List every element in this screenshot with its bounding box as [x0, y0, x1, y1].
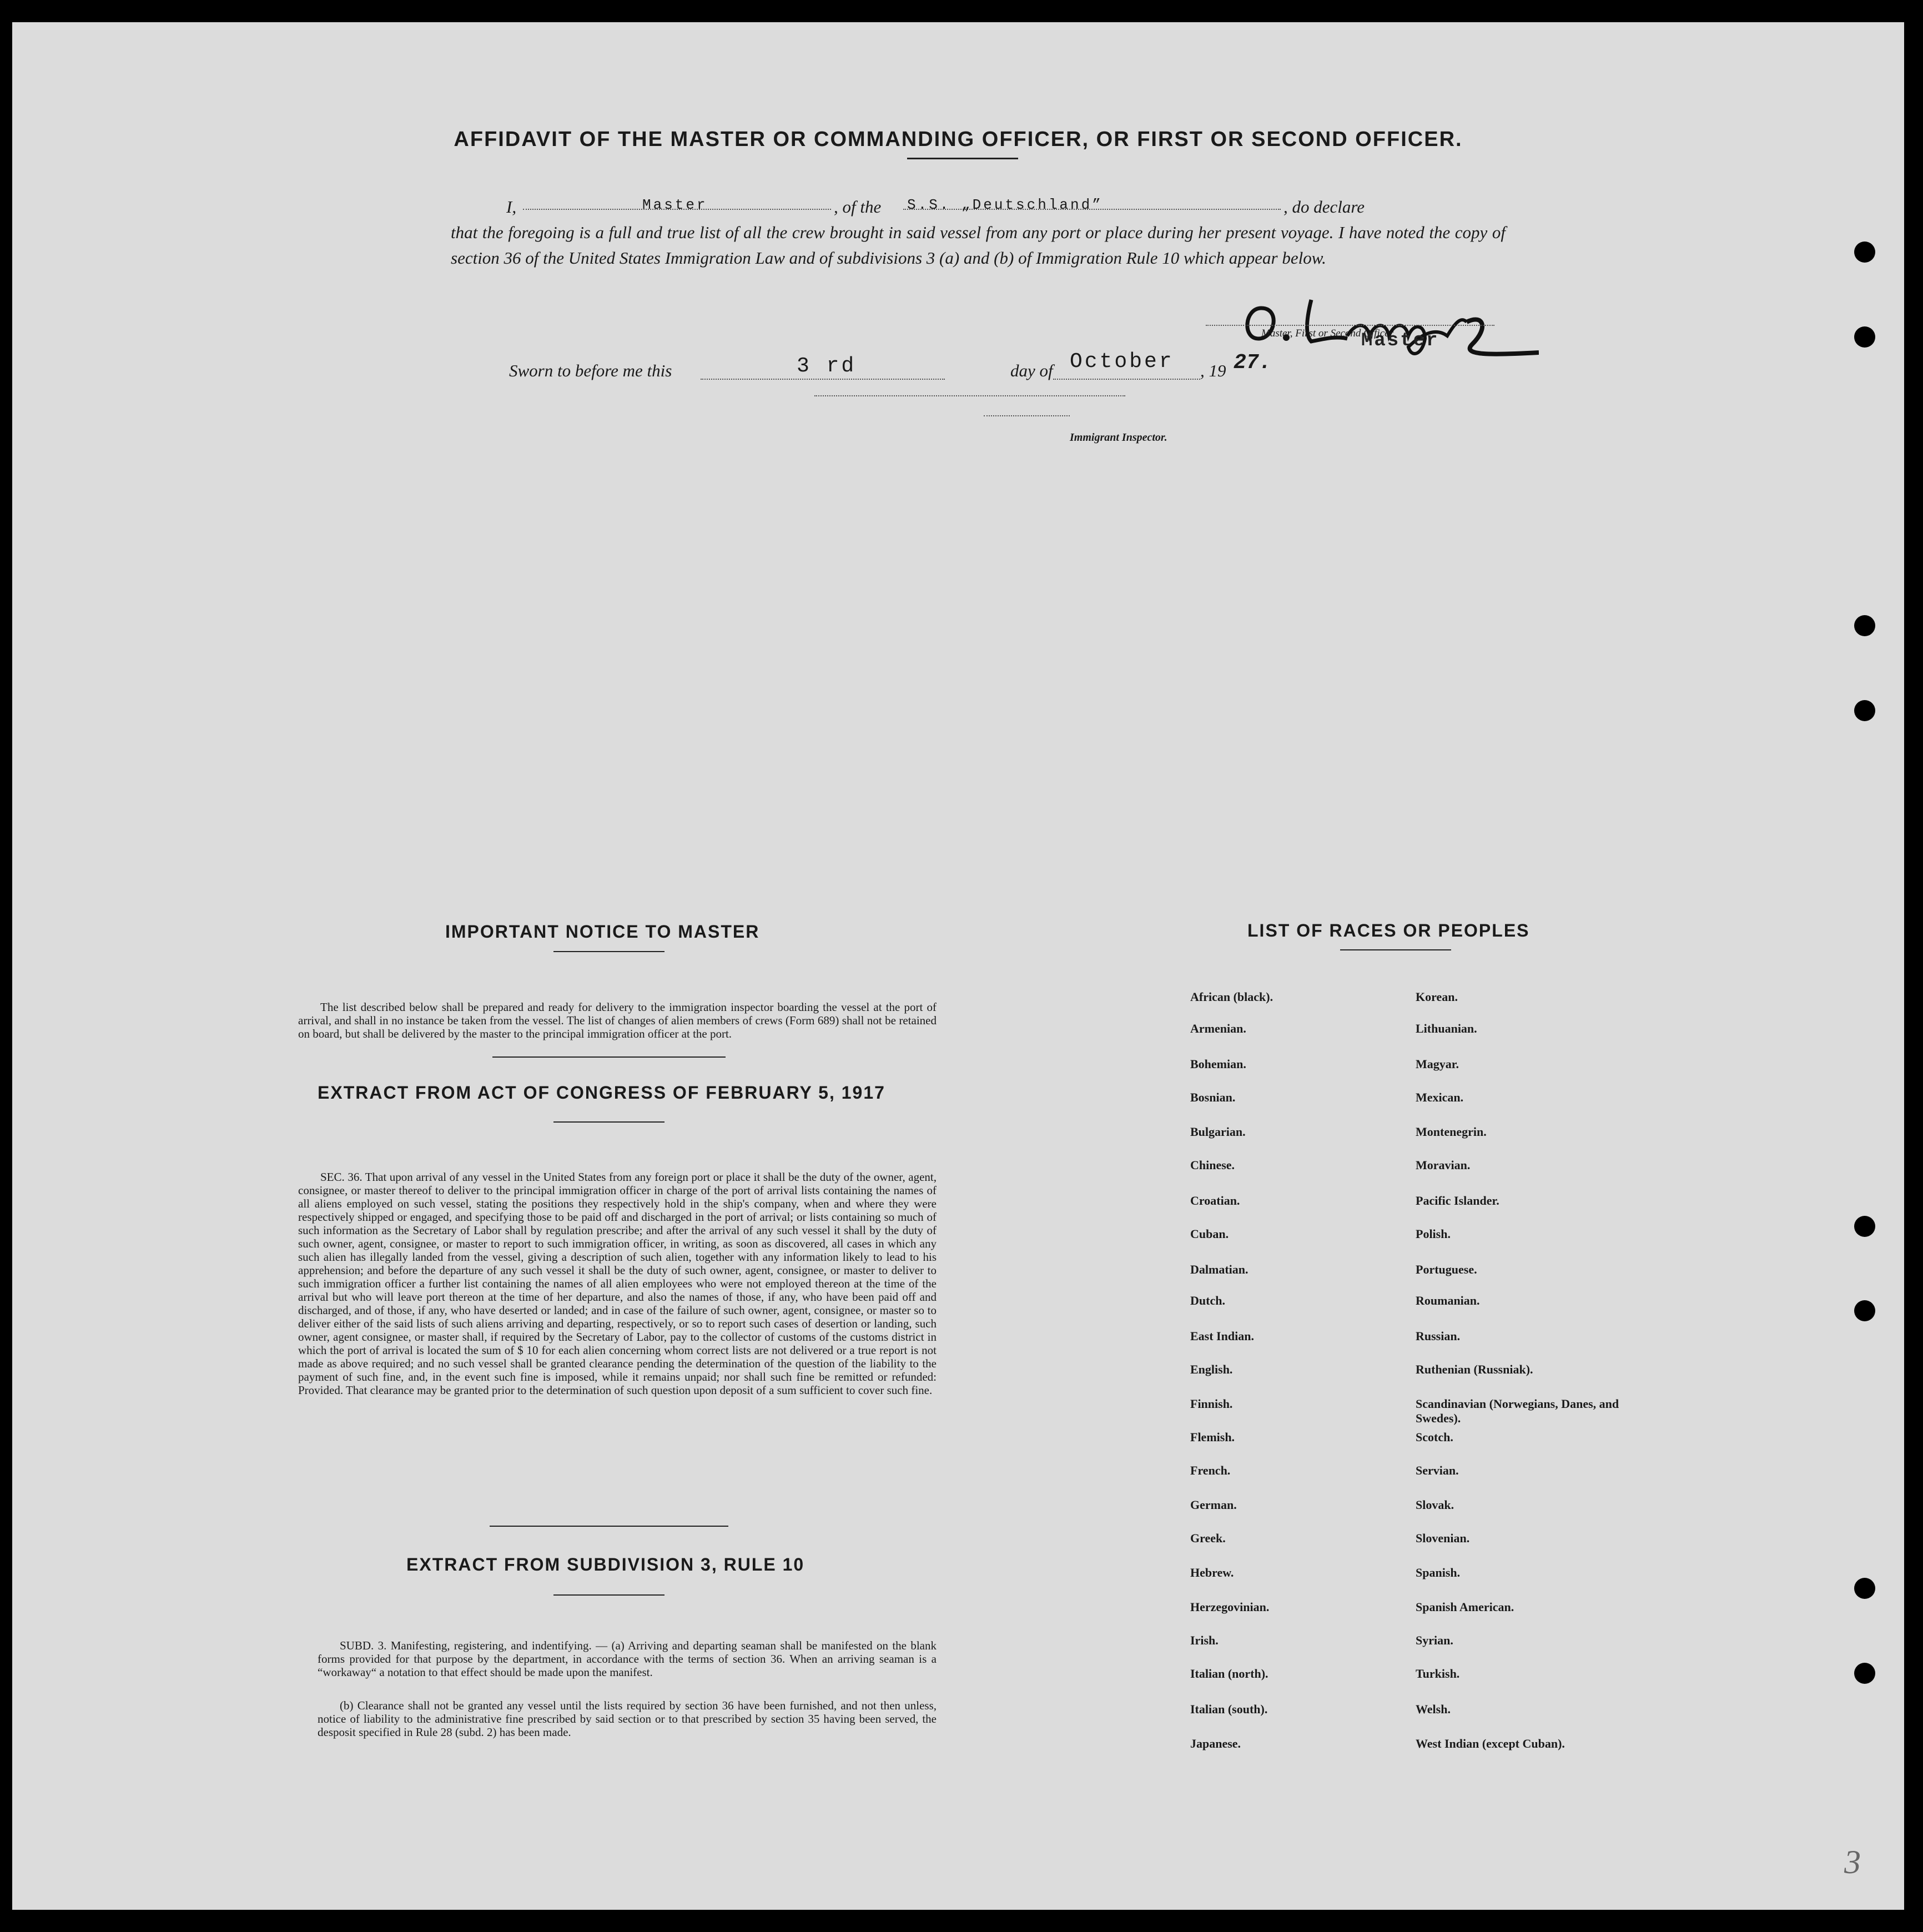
race-item: Bosnian. [1190, 1090, 1236, 1104]
race-item: Dutch. [1190, 1294, 1225, 1307]
race-item: Slovenian. [1416, 1531, 1470, 1545]
act-title: EXTRACT FROM ACT OF CONGRESS OF FEBRUARY 5, 1917 [318, 1083, 885, 1103]
race-item: Lithuanian. [1416, 1022, 1477, 1035]
race-item: Syrian. [1416, 1633, 1453, 1647]
race-item: West Indian (except Cuban). [1416, 1737, 1565, 1750]
race-item: Japanese. [1190, 1737, 1241, 1750]
race-item: East Indian. [1190, 1329, 1254, 1343]
race-item: Korean. [1416, 990, 1458, 1004]
punch-hole-2 [1854, 326, 1875, 348]
race-item: Mexican. [1416, 1090, 1464, 1104]
race-item: Armenian. [1190, 1022, 1246, 1035]
notice-title: IMPORTANT NOTICE TO MASTER [445, 922, 760, 942]
race-item: Magyar. [1416, 1057, 1459, 1071]
day-of-label: day of [1010, 361, 1053, 380]
race-item: English. [1190, 1362, 1233, 1376]
race-item: Montenegrin. [1416, 1125, 1487, 1139]
punch-hole-3 [1854, 615, 1875, 636]
of-the-label: , of the [834, 197, 882, 217]
year-prefix: , 19 [1200, 361, 1226, 380]
inspector-label: Immigrant Inspector. [1070, 431, 1167, 444]
race-item: Servian. [1416, 1463, 1459, 1477]
punch-hole-7 [1854, 1578, 1875, 1599]
intro-i: I, [506, 197, 517, 217]
races-title: LIST OF RACES OR PEOPLES [1247, 920, 1530, 940]
sworn-year-value: 27. [1234, 351, 1272, 375]
punch-hole-8 [1854, 1663, 1875, 1684]
signer-label: Master, First or Second Officer. [1261, 328, 1395, 339]
sworn-line [509, 350, 1342, 389]
document-sheet [12, 22, 1904, 1910]
race-item: French. [1190, 1463, 1231, 1477]
punch-hole-6 [1854, 1300, 1875, 1321]
sworn-month-value: October [1070, 350, 1174, 374]
sworn-prefix: Sworn to before me this [509, 361, 672, 380]
race-item: Turkish. [1416, 1667, 1460, 1681]
race-item: Italian (north). [1190, 1667, 1268, 1681]
race-item: Bohemian. [1190, 1057, 1246, 1071]
race-item: Hebrew. [1190, 1566, 1234, 1579]
punch-hole-4 [1854, 700, 1875, 721]
race-item: Finnish. [1190, 1397, 1233, 1411]
vessel-name-value: S.S. „Deutschland” [907, 197, 1103, 213]
race-item: Chinese. [1190, 1158, 1235, 1172]
race-item: Scotch. [1416, 1430, 1453, 1444]
notice-text: The list described below shall be prepared and ready for delivery to the immigration inspector boarding the vessel at the port of arrival, and shall in no instance be taken from the vessel. The list of changes of alien members of crews (Form 689) shall not be retained on board, but shall be delivered by the master to the principal immigration officer at the port. [298, 1000, 937, 1040]
race-item: German. [1190, 1498, 1237, 1512]
margin-mark: 3 [1844, 1844, 1861, 1880]
affidavit-paragraph [451, 194, 1506, 271]
punch-hole-1 [1854, 242, 1875, 263]
sworn-day-value: 3 rd [797, 354, 857, 378]
race-item: Croatian. [1190, 1194, 1240, 1208]
race-item: Bulgarian. [1190, 1125, 1246, 1139]
race-item: Russian. [1416, 1329, 1461, 1343]
race-item: Ruthenian (Russniak). [1416, 1362, 1533, 1376]
rule-title: EXTRACT FROM SUBDIVISION 3, RULE 10 [406, 1554, 805, 1574]
affidavit-title: AFFIDAVIT OF THE MASTER OR COMMANDING OFFICER, OR FIRST OR SECOND OFFICER. [454, 128, 1463, 151]
declare-label: , do declare [1283, 197, 1365, 217]
race-item: Slovak. [1416, 1498, 1454, 1512]
race-item: Welsh. [1416, 1702, 1451, 1716]
affidavit-body: that the foregoing is a full and true list of all the crew brought in said vessel from any port or place during her present voyage. I have noted the copy of section 36 of the United States Immigration Law and of subdivisions 3 (a) and (b) of Immigration Rule 10 which appear below. [451, 223, 1506, 268]
sec36-text: SEC. 36. That upon arrival of any vessel in the United States from any foreign port or place it shall be the duty of the owner, agent, consignee, or master thereof to deliver to the principal immigration officer in charge of the port of arrival lists containing the names of all aliens employed on such vessel, stating the positions they respectively hold in the ship's company, when and where they were respectively shipped or engaged, and specifying those to be paid off and discharged in the port of arrival; or lists containing so much of such information as the Secretary of Labor shall by regulation prescribe; and after the arrival of any such vessel it shall by the duty of such owner, agent, consignee, or master to report to such immigration officer, in writing, as soon as discovered, all cases in which any such alien has illegally landed from the vessel, giving a description of such alien, together with any information likely to lead to his apprehension; and before the departure of any such vessel it shall be the duty of such owner, agent, consignee, or master to deliver to such immigration officer a further list containing the names of all alien employees who were not employed thereon at the time of the arrival but who will leave port thereon at the time of her departure, and also the names of those, if any, who have been paid off and discharged, and of those, if any, who have deserted or landed; and in case of the failure of such owner, agent, consignee, or master so to deliver either of the said lists of such aliens arriving and departing, respectively, or so to report such cases of desertion or landing, such owner, agent consignee, or master shall, if required by the Secretary of Labor, pay to the collector of customs of the customs district in which the port of arrival is located the sum of $ 10 for each alien concerning whom correct lists are not delivered or a true report is not made as above required; and no such vessel shall be granted clearance pending the determination of the question of the liability to the payment of such fine, and, in the event such fine is imposed, while it remains unpaid; nor shall such fine be remitted or refunded: Provided. That clearance may be granted prior to the determination of such question upon deposit of a sum sufficient to cover such fine. [298, 1170, 937, 1397]
subd3-text-b: (b) Clearance shall not be granted any vessel until the lists required by section 36 have been furnished, and not then unless, notice of liability to the administrative fine prescribed by said section or to that prescribed by section 35 having been served, the desposit specified in Rule 28 (subd. 2) has been made. [318, 1699, 937, 1739]
race-item: Italian (south). [1190, 1702, 1268, 1716]
punch-hole-5 [1854, 1216, 1875, 1237]
race-item: Pacific Islander. [1416, 1194, 1499, 1208]
race-item: Spanish. [1416, 1566, 1461, 1579]
race-item: Greek. [1190, 1531, 1226, 1545]
race-item: Polish. [1416, 1227, 1451, 1241]
race-item: Spanish American. [1416, 1600, 1514, 1614]
race-item: Herzegovinian. [1190, 1600, 1270, 1614]
race-item: Flemish. [1190, 1430, 1235, 1444]
race-item: Roumanian. [1416, 1294, 1480, 1307]
race-item: Moravian. [1416, 1158, 1471, 1172]
inspector-signature-line [814, 395, 1125, 396]
race-item: Dalmatian. [1190, 1262, 1249, 1276]
race-item: Irish. [1190, 1633, 1219, 1647]
officer-rank-value: Master [642, 197, 708, 213]
race-item: Portuguese. [1416, 1262, 1477, 1276]
race-item: African (black). [1190, 990, 1273, 1004]
race-item: Scandinavian (Norwegians, Danes, and Swedes). [1416, 1397, 1619, 1425]
signature-stamp: Master [1361, 330, 1439, 351]
race-item: Cuban. [1190, 1227, 1229, 1241]
title-underline [907, 158, 1018, 159]
subd3-text-a: SUBD. 3. Manifesting, registering, and indentifying. — (a) Arriving and departing seaman shall be manifested on the blank forms provided for that purpose by the department, in accordance with the terms of section 36. When an arriving seaman is a “workaway“ a notation to that effect should be made upon the manifest. [318, 1639, 937, 1679]
